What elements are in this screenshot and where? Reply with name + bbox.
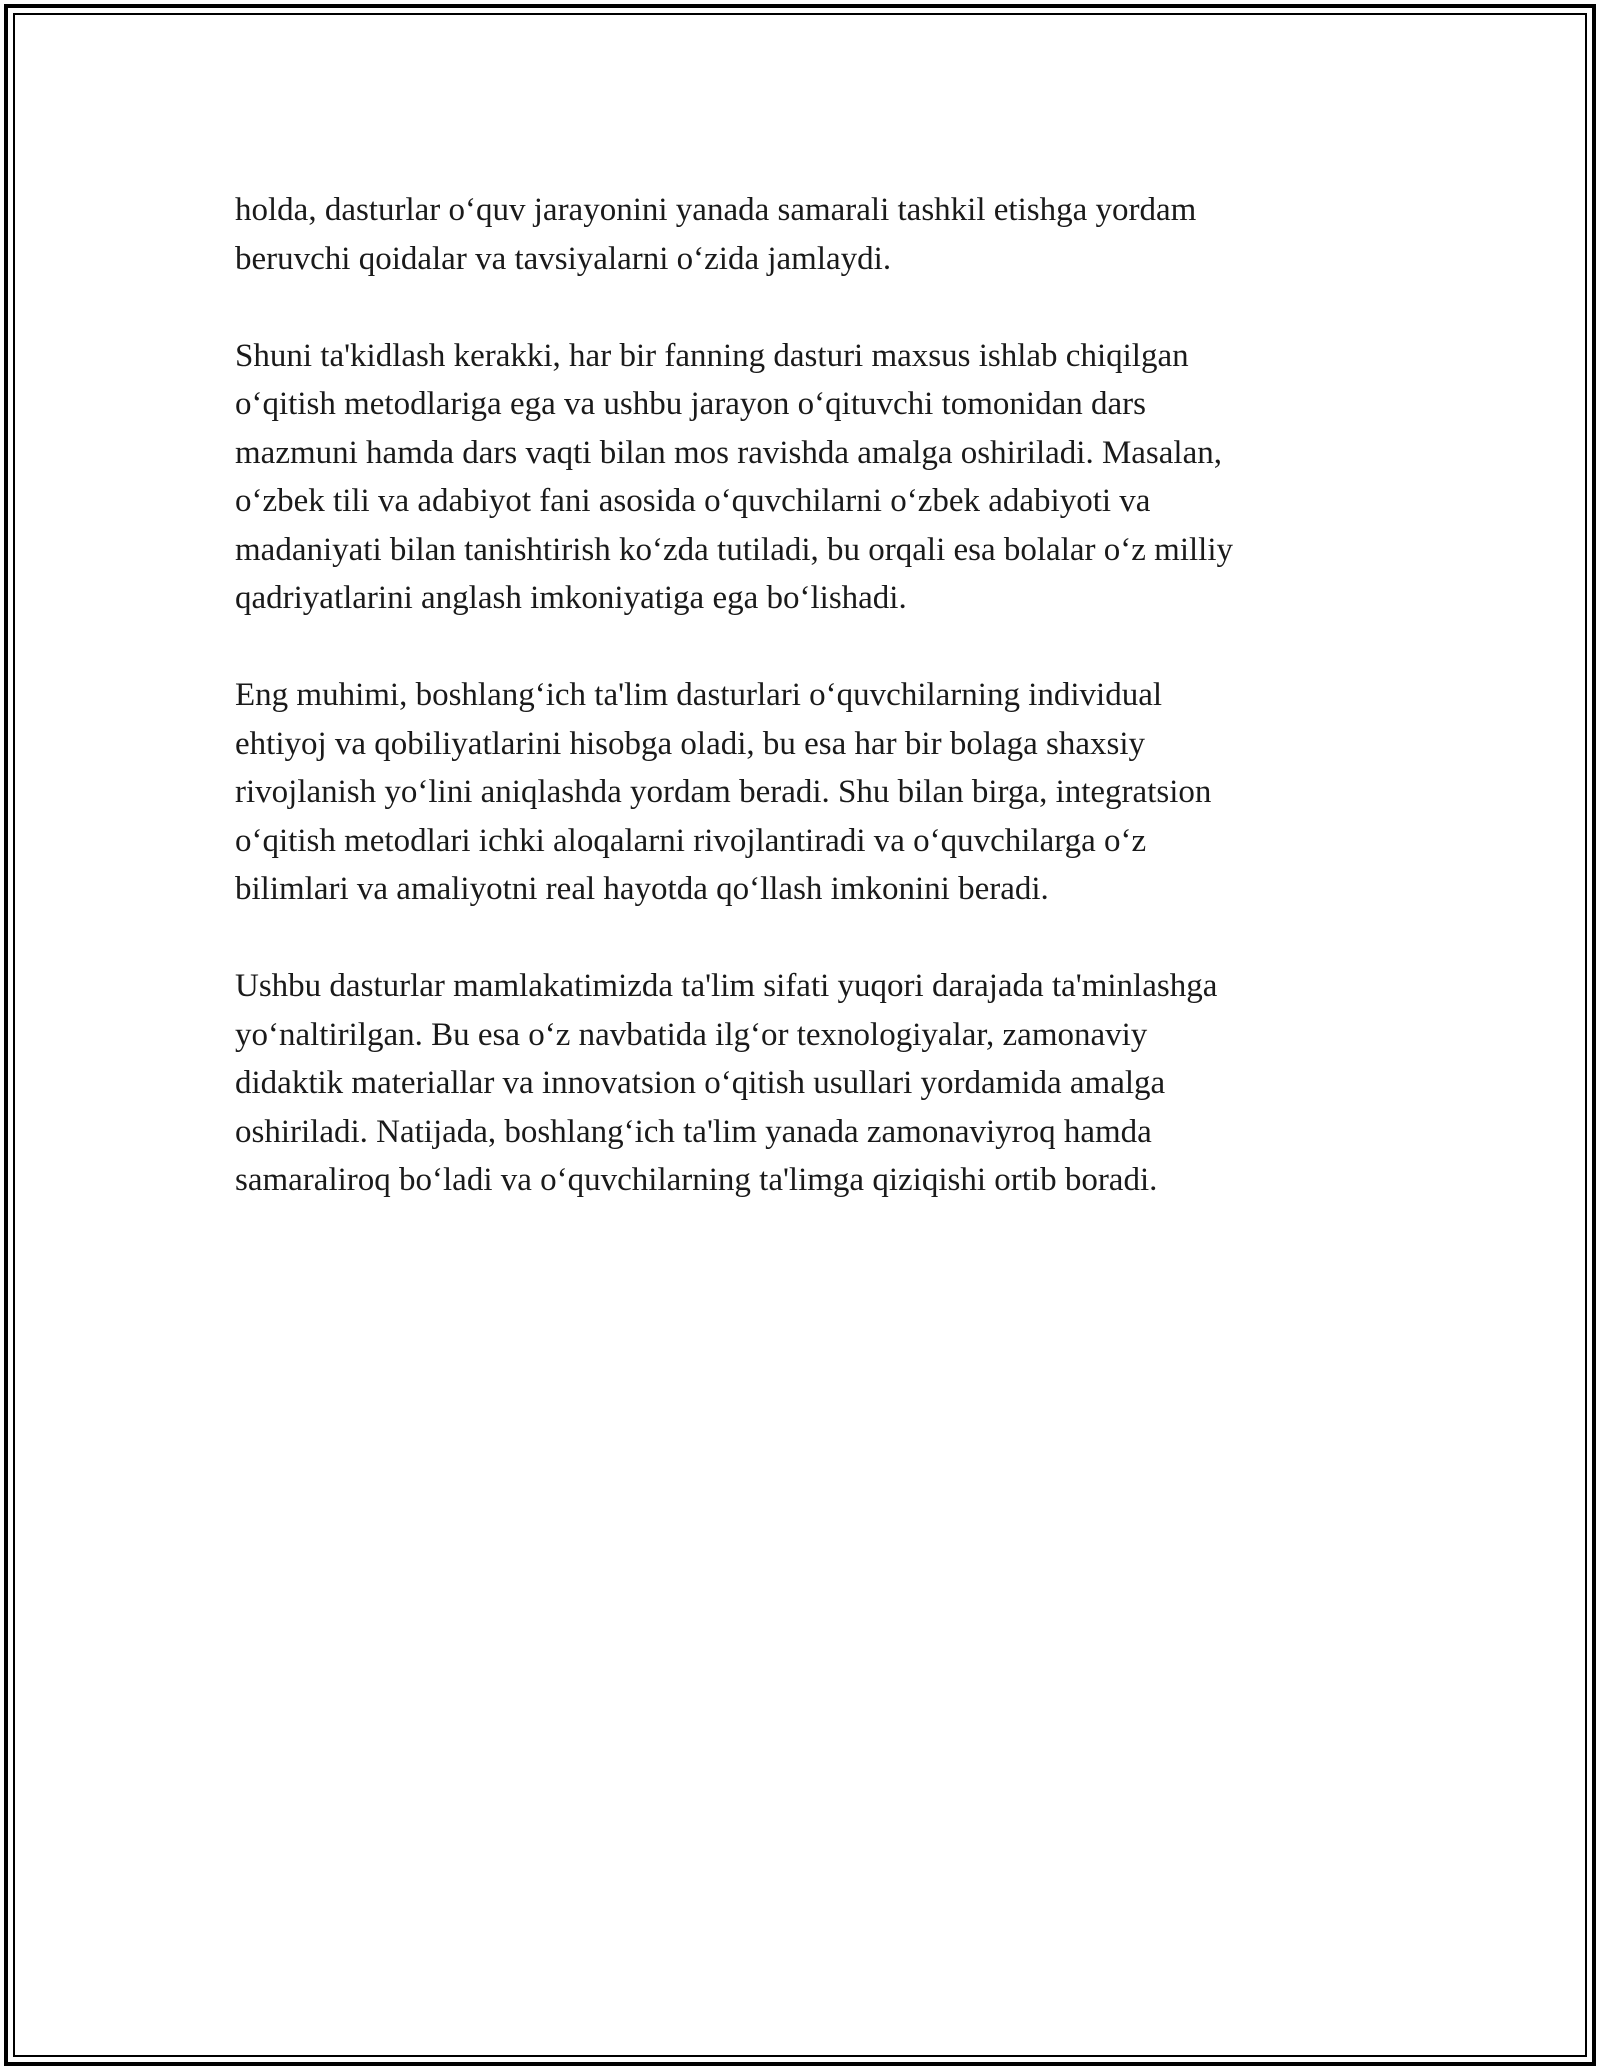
text-line: o‘qitish metodlari ichki aloqalarni rivojlantiradi va o‘quvchilarga o‘z xyxy=(235,822,1147,859)
text-line: holda, dasturlar o‘quv jarayonini yanada samarali tashkil etishga yordam xyxy=(235,192,1197,228)
paragraph-4 xyxy=(235,962,1365,1205)
text-line: beruvchi qoidalar va tavsiyalarni o‘zida jamlaydi. xyxy=(235,240,892,277)
text-line: Ushbu dasturlar mamlakatimizda ta'lim sifati yuqori darajada ta'minlashga xyxy=(235,968,1218,1004)
paragraph-3 xyxy=(235,671,1365,914)
document-body xyxy=(235,186,1365,1253)
text-line: madaniyati bilan tanishtirish ko‘zda tutiladi, bu orqali esa bolalar o‘z milliy xyxy=(235,531,1233,568)
text-line: o‘zbek tili va adabiyot fani asosida o‘quvchilarni o‘zbek adabiyoti va xyxy=(235,483,1151,519)
text-line: Shuni ta'kidlash kerakki, har bir fanning dasturi maxsus ishlab chiqilgan xyxy=(235,337,1189,374)
text-line: qadriyatlarini anglash imkoniyatiga ega bo‘lishadi. xyxy=(235,580,907,616)
text-line: ehtiyoj va qobiliyatlarini hisobga oladi, bu esa har bir bolaga shaxsiy xyxy=(235,725,1146,762)
paragraph-1 xyxy=(235,186,1365,283)
text-line: mazmuni hamda dars vaqti bilan mos ravishda amalga oshiriladi. Masalan, xyxy=(235,434,1222,471)
text-line: bilimlari va amaliyotni real hayotda qo‘llash imkonini beradi. xyxy=(235,871,1049,907)
text-line: o‘qitish metodlariga ega va ushbu jarayon o‘qituvchi tomonidan dars xyxy=(235,386,1146,422)
paragraph-2 xyxy=(235,332,1365,623)
text-line: yo‘naltirilgan. Bu esa o‘z navbatida ilg‘or texnologiyalar, zamonaviy xyxy=(235,1016,1148,1053)
text-line: didaktik materiallar va innovatsion o‘qitish usullari yordamida amalga xyxy=(235,1065,1166,1101)
text-line: samaraliroq bo‘ladi va o‘quvchilarning ta'limga qiziqishi ortib boradi. xyxy=(235,1162,1158,1198)
text-line: oshiriladi. Natijada, boshlang‘ich ta'lim yanada zamonaviyroq hamda xyxy=(235,1113,1152,1150)
text-line: Eng muhimi, boshlang‘ich ta'lim dasturlari o‘quvchilarning individual xyxy=(235,677,1163,713)
text-line: rivojlanish yo‘lini aniqlashda yordam beradi. Shu bilan birga, integratsion xyxy=(235,774,1212,810)
